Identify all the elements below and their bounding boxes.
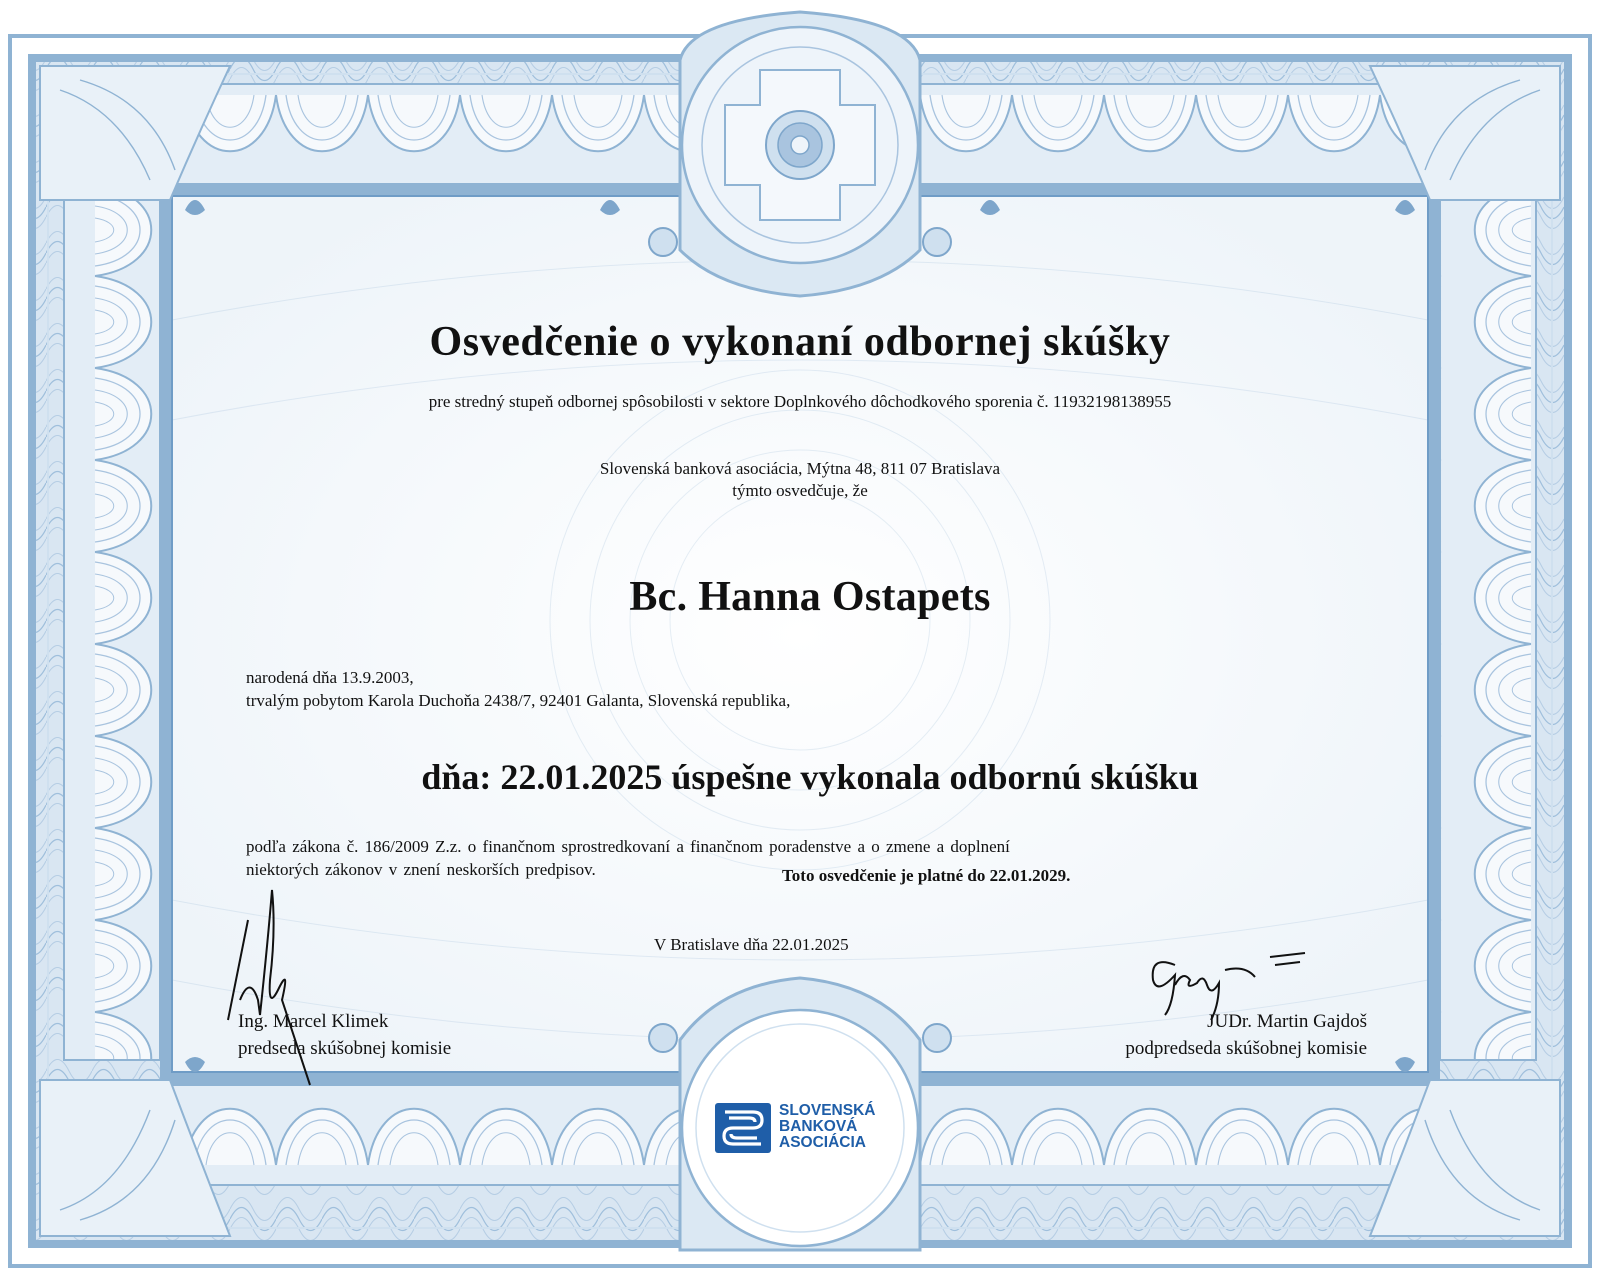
place-and-date: V Bratislave dňa 22.01.2025 — [654, 935, 849, 954]
signatory-left-role: predseda skúšobnej komisie — [238, 1038, 452, 1059]
law-reference-line-1: podľa zákona č. 186/2009 Z.z. o finančnom sprostredkovaní a finančnom poradenstve a o zmene a doplnení — [246, 837, 1010, 856]
certificate-subtitle: pre stredný stupeň odbornej spôsobilosti v sektore Doplnkového dôchodkového sporenia č. 11932198138955 — [428, 392, 1172, 411]
certificate-title: Osvedčenie o vykonaní odbornej skúšky — [429, 319, 1171, 365]
sba-logo — [715, 1100, 895, 1156]
exam-result-line: dňa: 22.01.2025 úspešne vykonala odbornú skúšku — [421, 757, 1199, 797]
sba-logo-icon — [715, 1103, 771, 1153]
certifies-line: týmto osvedčuje, že — [732, 481, 868, 500]
signatory-left-name: Ing. Marcel Klimek — [238, 1011, 389, 1032]
signatory-right-role: podpredseda skúšobnej komisie — [1125, 1038, 1367, 1059]
logo-line-3: ASOCIÁCIA — [779, 1134, 866, 1151]
residence-line: trvalým pobytom Karola Duchoňa 2438/7, 92401 Galanta, Slovenská republika, — [246, 691, 791, 710]
validity-line: Toto osvedčenie je platné do 22.01.2029. — [782, 866, 1071, 885]
logo-line-1: SLOVENSKÁ — [779, 1102, 876, 1119]
law-reference-line-2: niektorých zákonov v znení neskorších predpisov. — [246, 860, 596, 879]
birth-date-line: narodená dňa 13.9.2003, — [246, 668, 414, 687]
issuer-address: Slovenská banková asociácia, Mýtna 48, 811 07 Bratislava — [599, 459, 1001, 478]
signatory-right-name: JUDr. Martin Gajdoš — [1207, 1011, 1367, 1032]
recipient-name: Bc. Hanna Ostapets — [629, 574, 991, 620]
logo-line-2: BANKOVÁ — [779, 1118, 858, 1135]
